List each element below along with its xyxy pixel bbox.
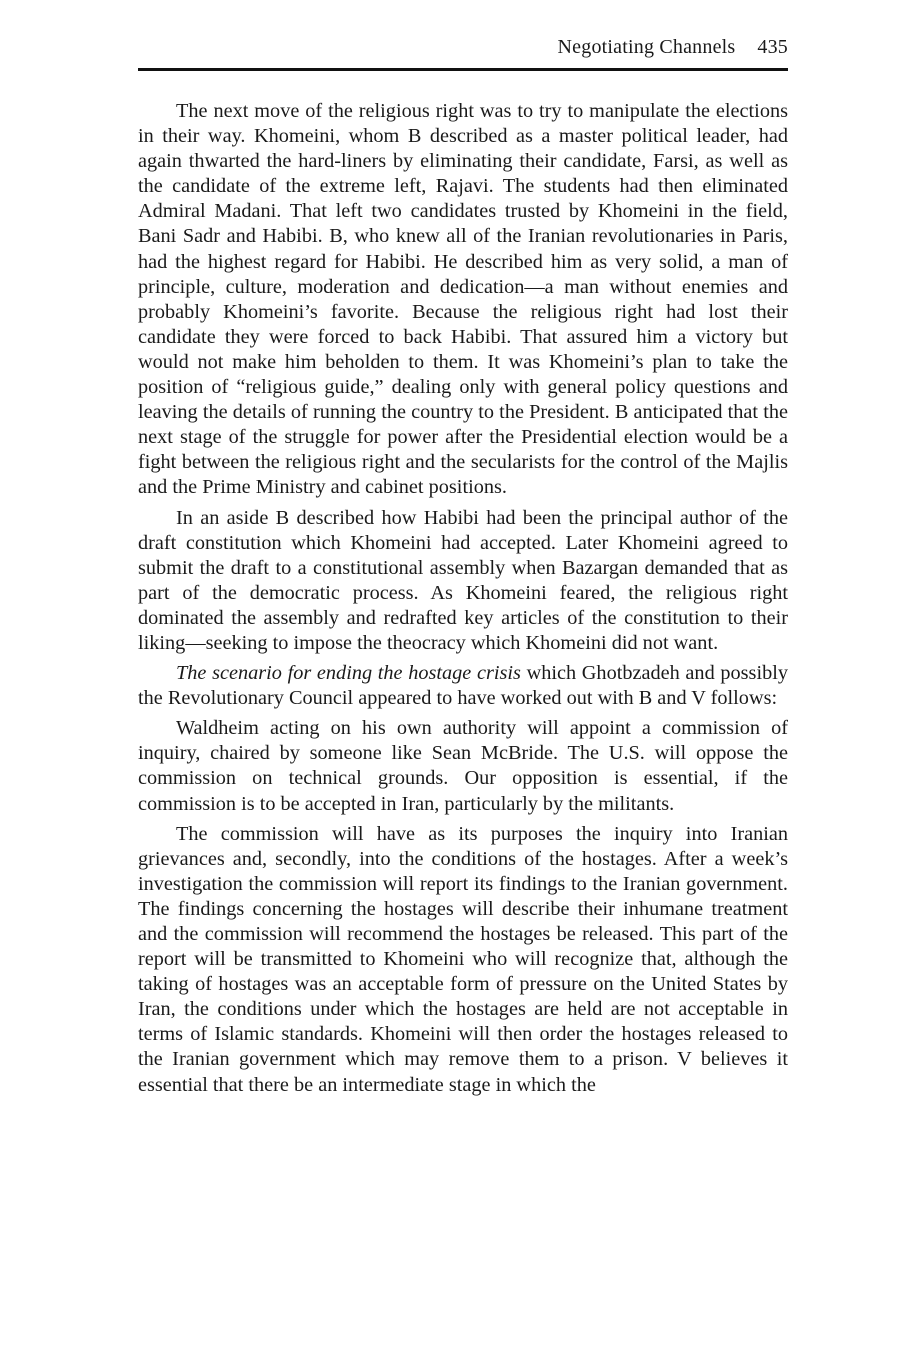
running-header-title: Negotiating Channels bbox=[557, 36, 736, 58]
page-number: 435 bbox=[757, 36, 788, 58]
running-header bbox=[558, 36, 788, 59]
body-text bbox=[138, 99, 788, 1098]
paragraph-3 bbox=[138, 661, 788, 711]
header-rule bbox=[138, 68, 788, 71]
paragraph-3-text: which Ghotbzadeh and possibly the Revolutionary Council appeared to have worked out with B and V follows: bbox=[138, 662, 788, 710]
paragraph-1: The next move of the religious right was to try to manipulate the elections in their way. Khomeini, whom B described as a master political leader, had again thwarted the hard-liners by eliminating their candidate, Farsi, as well as the candidate of the extreme left, Rajavi. The students had then eliminated Admiral Madani. That left two candidates trusted by Khomeini in the field, Bani Sadr and Habibi. B, who knew all of the Iranian revolutionaries in Paris, had the highest regard for Habibi. He described him as very solid, a man of principle, culture, moderation and dedication—a man without enemies and probably Khomeini’s favorite. Because the religious right had lost their candidate they were forced to back Habibi. That assured him a victory but would not make him beholden to them. It was Khomeini’s plan to take the position of “religious guide,” dealing only with general policy questions and leaving the details of running the country to the President. B anticipated that the next stage of the struggle for power after the Presidential election would be a fight between the religious right and the secularists for the control of the Majlis and the Prime Ministry and cabinet positions. bbox=[138, 100, 788, 499]
paragraph-3-italic-lead: The scenario for ending the hostage crisis bbox=[176, 662, 521, 685]
paragraph-5: The commission will have as its purposes the inquiry into Iranian grievances and, secondly, into the conditions of the hostages. After a week’s investigation the commission will report its findings to the Iranian government. The findings concerning the hostages will describe their inhumane treatment and the commission will recommend the hostages be released. This part of the report will be transmitted to Khomeini who will recognize that, although the taking of hostages was an acceptable form of pressure on the United States by Iran, the conditions under which the hostages are held are not acceptable in terms of Islamic standards. Khomeini will then order the hostages released to the Iranian government which may remove them to a prison. V believes it essential that there be an intermediate stage in which the bbox=[138, 822, 788, 1096]
paragraph-4: Waldheim acting on his own authority will appoint a commission of inquiry, chaired by someone like Sean McBride. The U.S. will oppose the commission on technical grounds. Our opposition is essential, if the commission is to be accepted in Iran, particularly by the militants. bbox=[138, 717, 788, 815]
paragraph-2: In an aside B described how Habibi had been the principal author of the draft constitution which Khomeini had accepted. Later Khomeini agreed to submit the draft to a constitutional assembly when Bazargan demanded that as part of the democratic process. As Khomeini feared, the religious right dominated the assembly and redrafted key articles of the constitution to their liking—seeking to impose the theocracy which Khomeini did not want. bbox=[138, 506, 788, 654]
